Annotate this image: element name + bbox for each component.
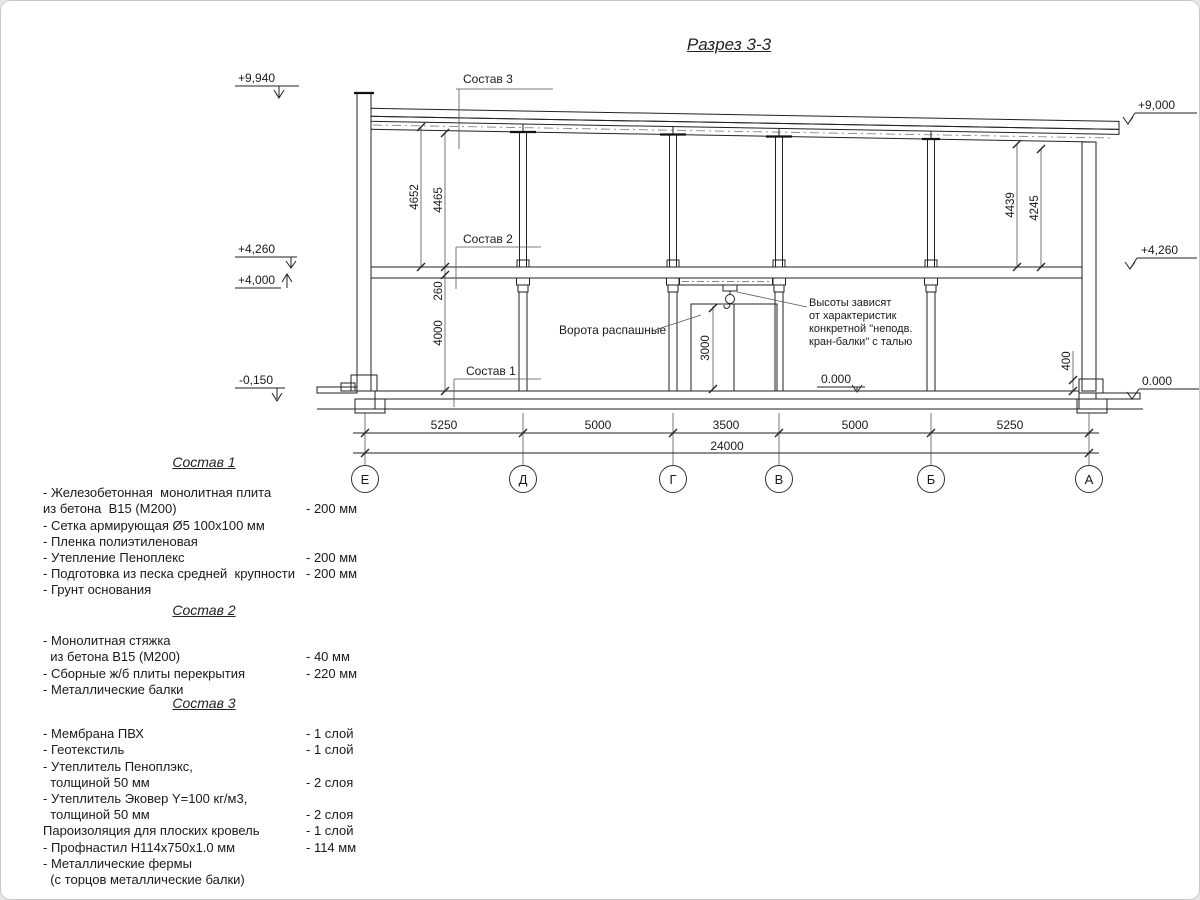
- svg-text:В: В: [774, 472, 784, 487]
- elevation-mark-mid-left-upper: [235, 242, 297, 268]
- column-axis-b: [922, 131, 940, 391]
- list-item: - Сетка армирующая Ø5 100х100 мм: [43, 517, 265, 533]
- right-footing: [1077, 399, 1107, 413]
- list-item: - Мембрана ПВХ - 1 слой: [43, 726, 354, 742]
- svg-text:Ворота распашные: Ворота распашные: [559, 323, 667, 337]
- dim-span-3: 3500: [712, 418, 740, 432]
- elevation-mark-mid-right: [1125, 243, 1197, 269]
- svg-text:Состав 2: Состав 2: [463, 232, 513, 246]
- svg-text:Д: Д: [518, 472, 528, 487]
- list-item: - Подготовка из песка средней крупности - 200 мм: [43, 566, 358, 582]
- list-item: толщиной 50 мм - 2 слоя: [43, 774, 354, 790]
- svg-text:Состав 3: Состав 3: [463, 72, 513, 86]
- left-footing: [355, 399, 385, 413]
- composition-2-title: Состав 2: [172, 602, 236, 618]
- axis-letters: [361, 472, 1094, 487]
- drawing-title: Разрез 3-3: [686, 35, 772, 54]
- list-item: - Утепление Пеноплекс - 200 мм: [43, 550, 358, 566]
- svg-text:+4,000: +4,000: [238, 273, 276, 287]
- list-item: - Профнастил Н114х750х1.0 мм - 114 мм: [43, 839, 357, 855]
- svg-text:Б: Б: [926, 472, 936, 487]
- right-apron: [1096, 393, 1140, 399]
- list-item: - Металлические фермы: [43, 855, 192, 871]
- list-item: из бетона В15 (М200) - 40 мм: [43, 649, 350, 665]
- list-item: - Пленка полиэтиленовая: [43, 533, 198, 549]
- dim-lower-left: 4000: [433, 320, 445, 346]
- svg-text:Г: Г: [669, 472, 677, 487]
- list-item: - Металлические балки: [43, 681, 184, 697]
- section-drawing-svg: [1, 1, 1200, 521]
- svg-text:конкретной "неподв.: конкретной "неподв.: [809, 323, 913, 335]
- svg-text:+4,260: +4,260: [1141, 243, 1179, 257]
- svg-text:от характеристик: от характеристик: [809, 310, 897, 322]
- elevation-mark-bottom-left: [235, 373, 285, 401]
- dim-total: 24000: [710, 439, 744, 453]
- elevation-mark-ground-right: [1127, 374, 1199, 399]
- dim-span-5: 5250: [996, 418, 1024, 432]
- dim-right-inner: 4245: [1029, 195, 1041, 221]
- vertical-dimensions: [409, 123, 1077, 395]
- dim-left-inner: 4465: [433, 187, 445, 213]
- axis-bubbles: [352, 466, 1103, 493]
- dim-span-4: 5000: [841, 418, 869, 432]
- crane-hook-icon: [724, 304, 730, 308]
- composition-list-1: [43, 454, 365, 599]
- dim-span-1: 5250: [430, 418, 458, 432]
- svg-text:Высоты зависят: Высоты зависят: [809, 297, 892, 309]
- svg-text:-0,150: -0,150: [239, 373, 274, 387]
- crane-pulley: [726, 295, 735, 304]
- list-item: - Утеплитель Пеноплэкс,: [43, 758, 193, 774]
- list-item: толщиной 50 мм - 2 слоя: [43, 807, 354, 823]
- list-item: - Утеплитель Эковер Y=100 кг/м3,: [43, 791, 248, 807]
- svg-text:+9,940: +9,940: [238, 71, 276, 85]
- column-axis-g: [660, 127, 686, 392]
- svg-text:0.000: 0.000: [821, 372, 852, 386]
- svg-text:А: А: [1084, 472, 1094, 487]
- composition-3-title: Состав 3: [172, 695, 236, 711]
- dim-right-outer: 4439: [1005, 192, 1017, 218]
- elevation-mark-ground-mid: [817, 372, 865, 392]
- upper-floor-slab: [371, 267, 1082, 278]
- svg-text:Состав 1: Состав 1: [466, 364, 516, 378]
- right-wall: [1077, 142, 1140, 413]
- list-item: - Железобетонная монолитная плита: [43, 485, 272, 501]
- list-item: - Монолитная стяжка: [43, 633, 171, 649]
- list-item: - Сборные ж/б плиты перекрытия - 220 мм: [43, 665, 358, 681]
- callout-gate: [559, 315, 701, 337]
- gate-height-dim: 3000: [700, 335, 712, 361]
- bottom-dimension-chain: [353, 413, 1099, 465]
- roof-insulation-layer: [371, 108, 1119, 129]
- left-wall: [317, 93, 385, 413]
- composition-list-3: [43, 695, 365, 888]
- dim-span-2: 5000: [584, 418, 612, 432]
- column-axis-v: [766, 129, 792, 392]
- column-axis-d: [510, 124, 536, 391]
- dim-slab: 260: [433, 281, 445, 301]
- roof: [371, 108, 1119, 142]
- list-item: Пароизоляция для плоских кровель - 1 слой: [43, 823, 354, 839]
- elevation-mark-top-left: [235, 71, 299, 98]
- callout-crane-note: [737, 292, 913, 348]
- list-item: из бетона В15 (М200) - 200 мм: [43, 501, 358, 517]
- list-item: (с торцов металлические балки): [43, 872, 245, 888]
- svg-text:кран-балки" с талью: кран-балки" с талью: [809, 336, 913, 348]
- svg-text:Е: Е: [360, 472, 370, 487]
- composition-list-2: [43, 602, 365, 698]
- composition-1-title: Состав 1: [172, 454, 236, 470]
- list-item: - Грунт основания: [43, 582, 152, 598]
- svg-text:+9,000: +9,000: [1138, 98, 1176, 112]
- dim-left-outer: 4652: [409, 184, 421, 210]
- svg-text:0.000: 0.000: [1142, 374, 1173, 388]
- callout-sostav1: [454, 364, 541, 407]
- svg-text:+4,260: +4,260: [238, 242, 276, 256]
- gate: [691, 304, 777, 393]
- ground-floor-slab: [317, 391, 1143, 409]
- list-item: - Геотекстиль - 1 слой: [43, 742, 354, 758]
- elevation-mark-top-right: [1123, 98, 1197, 124]
- elevation-mark-mid-left-lower: [235, 273, 292, 288]
- crane-trolley: [723, 285, 737, 291]
- dim-plinth: 400: [1061, 351, 1073, 371]
